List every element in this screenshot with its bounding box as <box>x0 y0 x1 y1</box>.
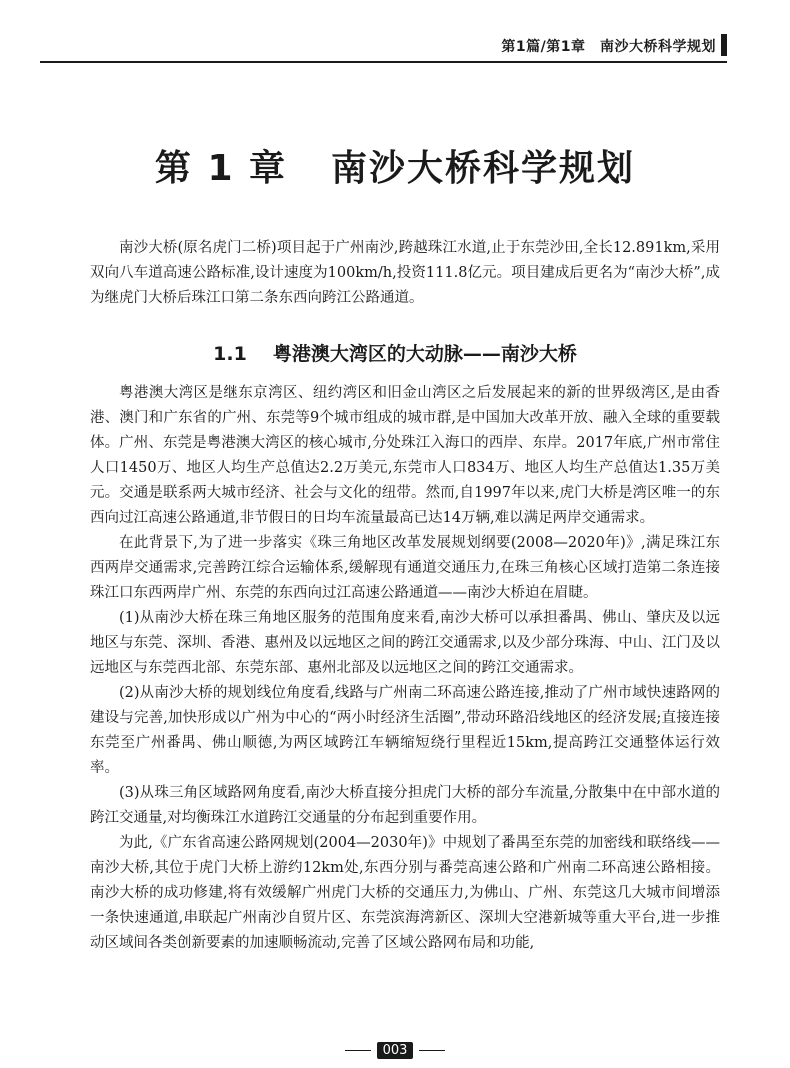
chapter-number: 第 1 章 <box>154 148 288 189</box>
running-header: 第1篇/第1章 南沙大桥科学规划 <box>501 39 716 55</box>
header-rule <box>40 61 727 63</box>
intro-block <box>90 236 720 311</box>
body-block <box>90 381 720 956</box>
page-footer <box>0 1040 790 1059</box>
intro-paragraph: 南沙大桥(原名虎门二桥)项目起于广州南沙,跨越珠江水道,止于东莞沙田,全长12.891km,采用双向八车道高速公路标准,设计速度为100km/h,投资111.8亿元。项目建成后更名为“南沙大桥”,成为继虎门大桥后珠江口第二条东西向跨江公路通道。 <box>90 240 720 306</box>
body-paragraph: 在此背景下,为了进一步落实《珠三角地区改革发展规划纲要(2008—2020年)》,满足珠江东西两岸交通需求,完善跨江综合运输体系,缓解现有通道交通压力,在珠三角核心区域打造第二条连接珠江口东西两岸广州、东莞的东西向过江高速公路通道——南沙大桥迫在眉睫。 <box>90 535 720 601</box>
footer-rule-right <box>419 1050 445 1051</box>
section-title <box>0 339 790 366</box>
body-paragraph: (3)从珠三角区域路网角度看,南沙大桥直接分担虎门大桥的部分车流量,分散集中在中部水道的跨江交通量,对均衡珠江水道跨江交通量的分布起到重要作用。 <box>90 785 720 826</box>
body-paragraph: (2)从南沙大桥的规划线位角度看,线路与广州南二环高速公路连接,推动了广州市域快速路网的建设与完善,加快形成以广州为中心的“两小时经济生活圈”,带动环路沿线地区的经济发展;直接连接东莞至广州番禺、佛山顺德,为两区域跨江车辆缩短绕行里程近15km,提高跨江交通整体运行效率。 <box>90 685 720 776</box>
body-paragraph: 粤港澳大湾区是继东京湾区、纽约湾区和旧金山湾区之后发展起来的新的世界级湾区,是由香港、澳门和广东省的广州、东莞等9个城市组成的城市群,是中国加大改革开放、融入全球的重要载体。广州、东莞是粤港澳大湾区的核心城市,分处珠江入海口的西岸、东岸。2017年底,广州市常住人口1450万、地区人均生产总值达2.2万美元,东莞市人口834万、地区人均生产总值达1.35万美元。交通是联系两大城市经济、社会与文化的纽带。然而,自1997年以来,虎门大桥是湾区唯一的东西向过江高速公路通道,非节假日的日均车流量最高已达14万辆,难以满足两岸交通需求。 <box>90 385 720 526</box>
section-heading: 粤港澳大湾区的大动脉——南沙大桥 <box>272 343 577 365</box>
page-number: 003 <box>377 1042 414 1059</box>
section-number: 1.1 <box>213 343 247 365</box>
body-paragraph: 为此,《广东省高速公路网规划(2004—2030年)》中规划了番禺至东莞的加密线和联络线——南沙大桥,其位于虎门大桥上游约12km处,东西分别与番莞高速公路和广州南二环高速公路相接。南沙大桥的成功修建,将有效缓解广州虎门大桥的交通压力,为佛山、广州、东莞这几大城市间增添一条快速通道,串联起广州南沙自贸片区、东莞滨海湾新区、深圳大空港新城等重大平台,进一步推动区域间各类创新要素的加速顺畅流动,完善了区域公路网布局和功能, <box>90 835 720 951</box>
footer-rule-left <box>345 1050 371 1051</box>
chapter-title <box>0 140 790 191</box>
body-paragraph: (1)从南沙大桥在珠三角地区服务的范围角度来看,南沙大桥可以承担番禺、佛山、肇庆及以远地区与东莞、深圳、香港、惠州及以远地区之间的跨江交通需求,以及少部分珠海、中山、江门及以远地区与东莞西北部、东莞东部、惠州北部及以远地区之间的跨江交通需求。 <box>90 610 720 676</box>
chapter-heading: 南沙大桥科学规划 <box>331 148 636 189</box>
header-marker <box>721 34 727 56</box>
